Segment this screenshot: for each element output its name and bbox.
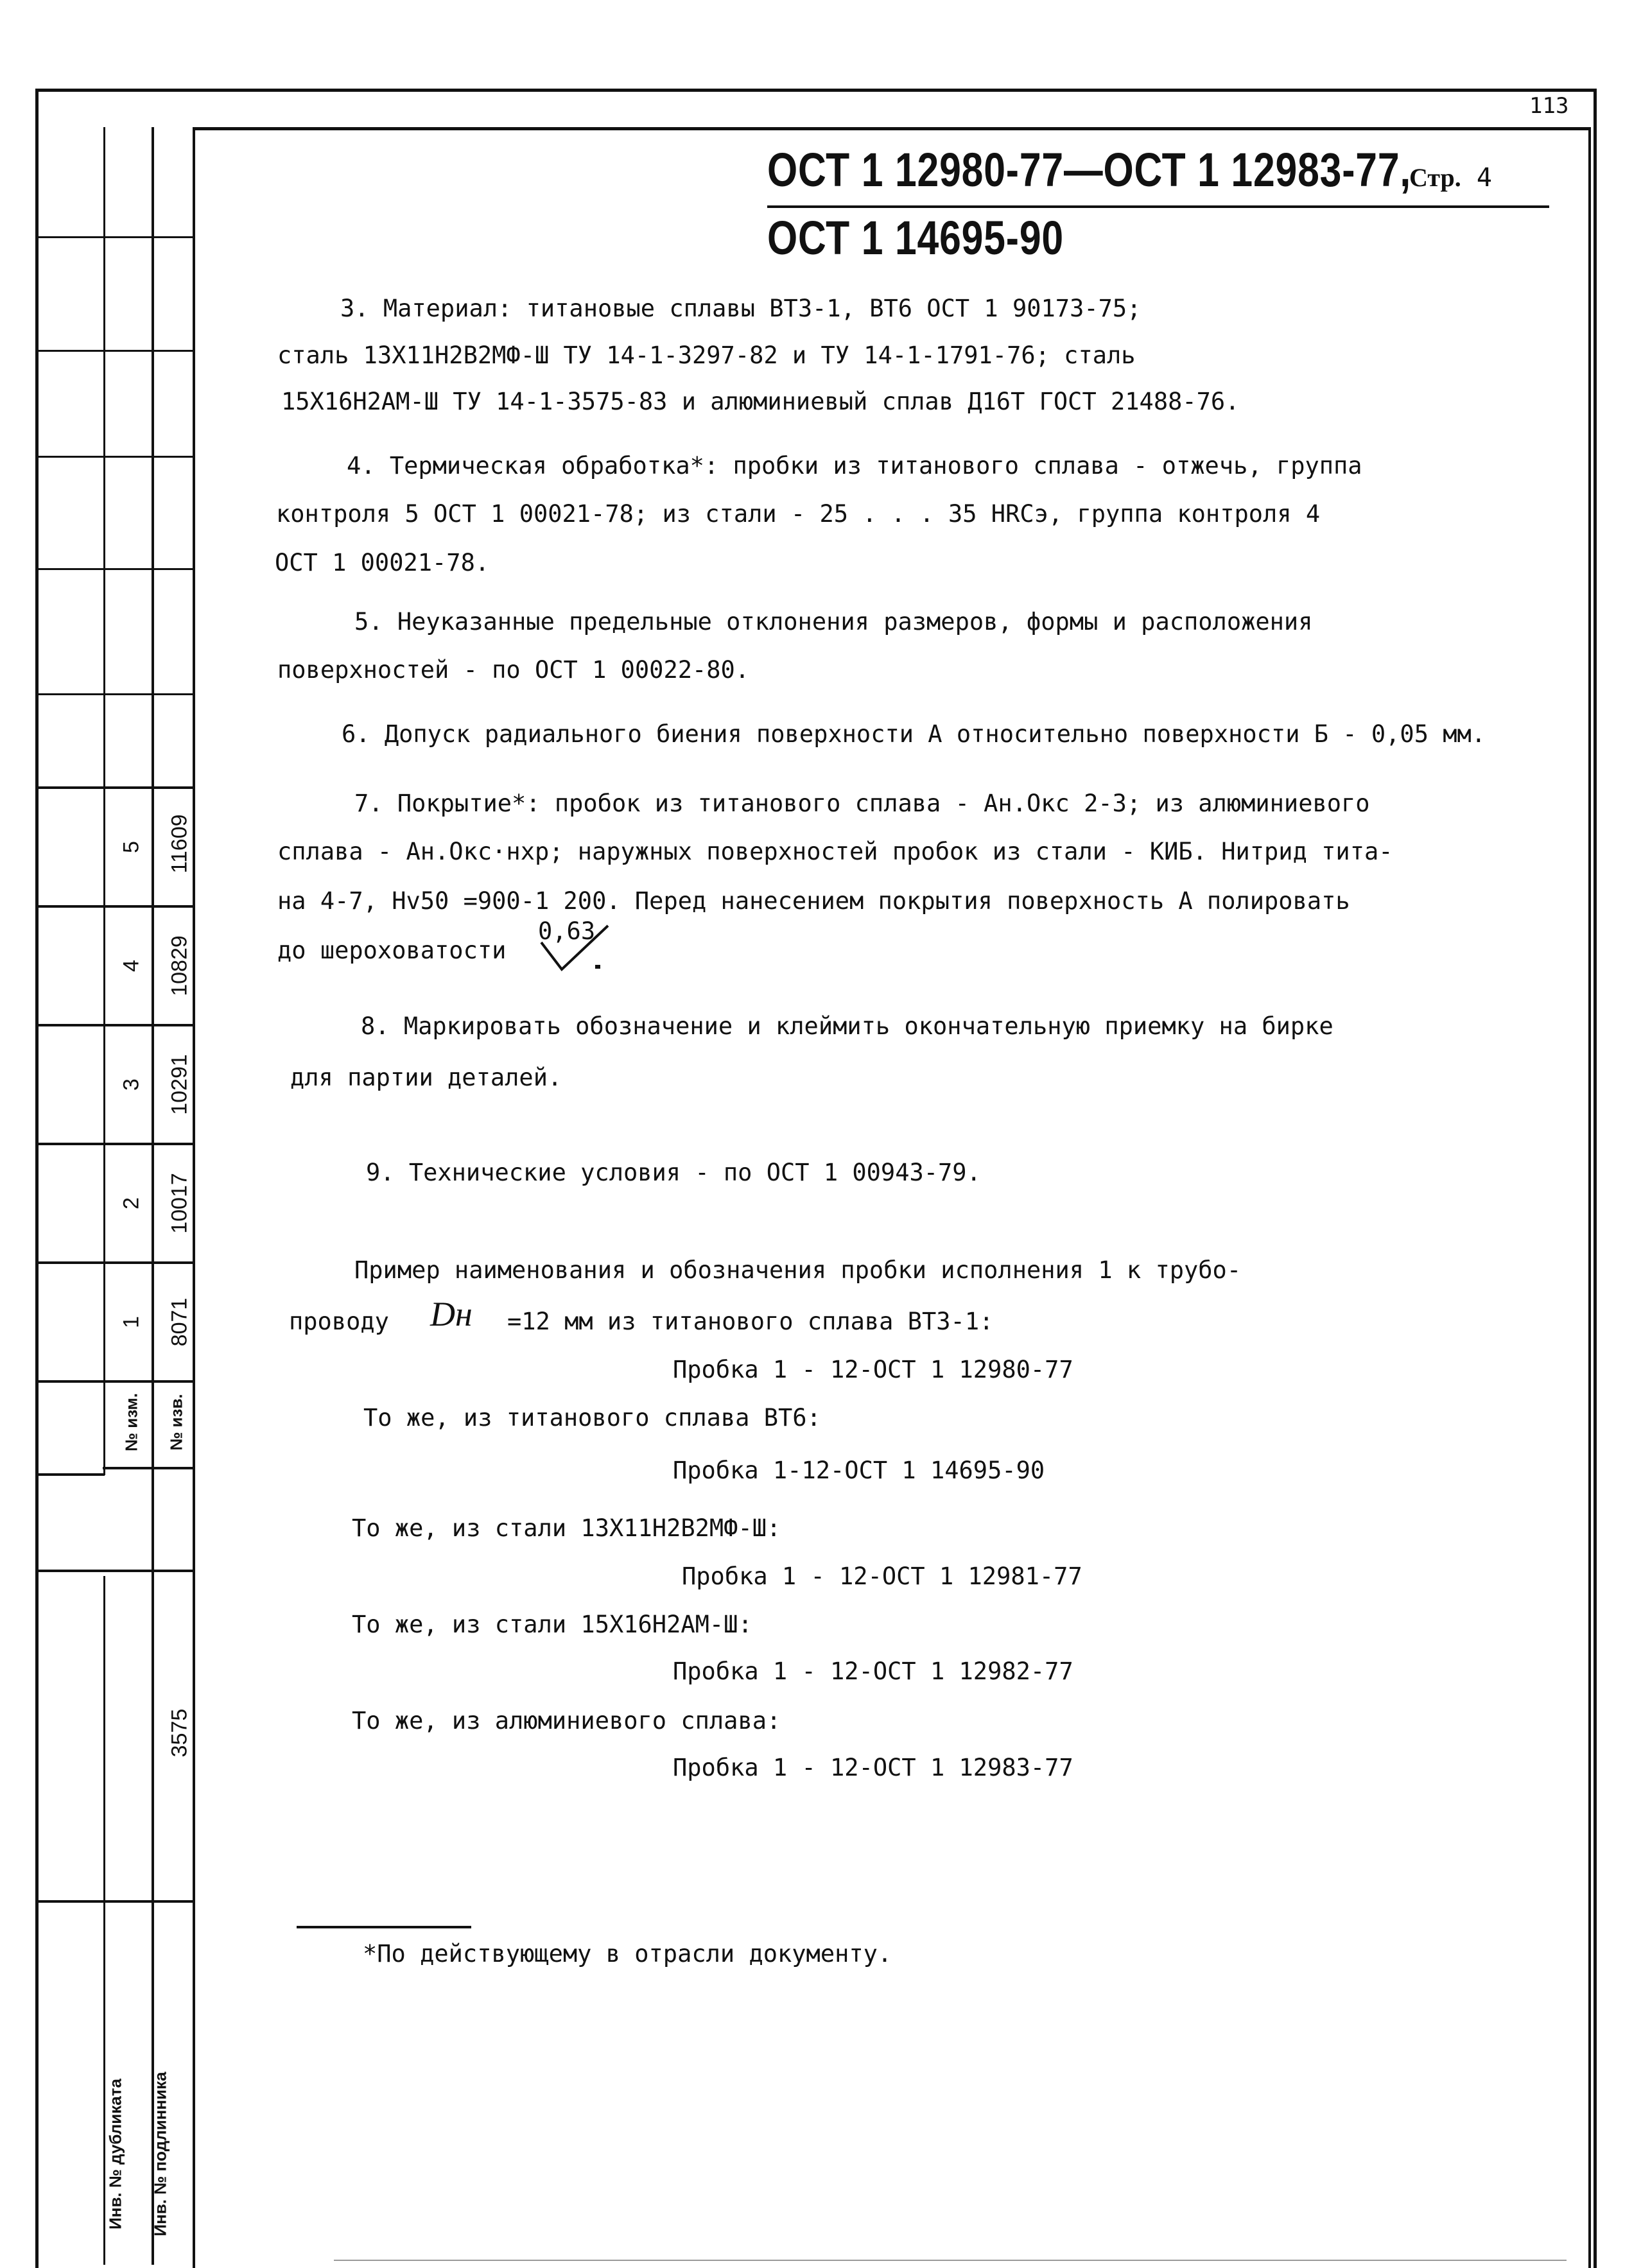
section-7-line2: сплава - Ан.Окс·нхр; наружных поверхностей пробок из стали - КИБ. Нитрид тита- (277, 838, 1393, 865)
notice-number-4: 10829 (167, 935, 192, 996)
original-inventory-label: Инв. № подлинника (150, 2072, 170, 2237)
change-number-4: 4 (119, 960, 144, 972)
example-designation-4: Пробка 1 - 12-ОСТ 1 12982-77 (673, 1658, 1073, 1685)
roughness-value: 0,63 (538, 917, 596, 945)
roughness-check-icon (536, 923, 626, 974)
footnote-text: *По действующему в отрасли документу. (363, 1940, 892, 1968)
example-same-2: То же, из титанового сплава ВТ6: (363, 1404, 821, 1432)
side-column-divider-2 (103, 127, 105, 1475)
example-designation-2: Пробка 1-12-ОСТ 1 14695-90 (673, 1457, 1045, 1484)
diameter-symbol: Dн (430, 1295, 473, 1333)
notice-number-5: 11609 (167, 814, 192, 874)
section-5-line1: 5. Неуказанные предельные отклонения размеров, формы и расположения (354, 608, 1313, 636)
example-designation-3: Пробка 1 - 12-ОСТ 1 12981-77 (682, 1562, 1082, 1590)
section-4-line3: ОСТ 1 00021-78. (275, 549, 490, 576)
notice-number-3: 10291 (167, 1054, 192, 1115)
side-column-divider (152, 127, 154, 2265)
side-row-line (35, 693, 193, 695)
side-row-line (35, 1473, 105, 1476)
page-label-text: Стр. (1409, 163, 1461, 192)
duplicate-inventory-label: Инв. № дубликата (105, 2079, 125, 2229)
standard-title-line2: ОСТ 1 14695-90 (767, 211, 1064, 264)
side-row-line (35, 1024, 193, 1026)
section-3-line1: 3. Материал: титановые сплавы ВТ3-1, ВТ6 ОСТ 1 90173-75; (340, 295, 1142, 322)
side-row-line (103, 1467, 193, 1469)
side-row-line (35, 1900, 193, 1903)
example-same-3: То же, из стали 13Х11Н2В2МФ-Ш: (352, 1514, 781, 1542)
side-row-line (35, 1570, 193, 1572)
change-number-1: 1 (119, 1316, 144, 1328)
notice-number-2: 10017 (167, 1173, 192, 1234)
bottom-edge-line (334, 2260, 1567, 2261)
section-3-line2: сталь 13Х11Н2В2МФ-Ш ТУ 14-1-3297-82 и ТУ 14-1-1791-76; сталь (277, 342, 1136, 369)
example-designation-5: Пробка 1 - 12-ОСТ 1 12983-77 (673, 1754, 1073, 1781)
section-4-line2: контроля 5 ОСТ 1 00021-78; из стали - 25 . . . 35 HRCэ, группа контроля 4 (276, 500, 1321, 528)
footnote-separator (297, 1926, 471, 1928)
section-3-line3: 15Х16Н2АМ-Ш ТУ 14-1-3575-83 и алюминиевый сплав Д16Т ГОСТ 21488-76. (281, 388, 1240, 415)
change-label: № изм. (121, 1393, 141, 1451)
side-row-line (35, 568, 193, 570)
example-intro-line2-b: =12 мм из титанового сплава ВТ3-1: (507, 1308, 994, 1335)
page-label (1409, 162, 1492, 193)
notice-number-1: 8071 (167, 1297, 192, 1347)
side-row-line (35, 1261, 193, 1264)
example-same-5: То же, из алюминиевого сплава: (352, 1707, 781, 1735)
side-row-line (35, 1143, 193, 1145)
standard-title-line1: ОСТ 1 12980-77—ОСТ 1 12983-77, (767, 143, 1412, 196)
section-9-line1: 9. Технические условия - по ОСТ 1 00943-79. (366, 1159, 981, 1186)
page-number: 113 (1529, 93, 1569, 119)
section-5-line2: поверхностей - по ОСТ 1 00022-80. (277, 656, 750, 684)
change-number-5: 5 (119, 841, 144, 853)
change-number-2: 2 (119, 1197, 144, 1209)
section-7-line3: на 4-7, Hv50 =900-1 200. Перед нанесением покрытия поверхность А полировать (277, 887, 1350, 915)
side-row-line (35, 236, 193, 238)
side-row-line (35, 786, 193, 789)
side-row-line (35, 905, 193, 908)
section-6-line1: 6. Допуск радиального биения поверхности А относительно поверхности Б - 0,05 мм. (342, 720, 1486, 748)
title-underline (767, 205, 1549, 208)
example-intro-line2-a: проводу (289, 1308, 389, 1335)
example-designation-1: Пробка 1 - 12-ОСТ 1 12980-77 (673, 1356, 1073, 1383)
example-same-4: То же, из стали 15Х16Н2АМ-Ш: (352, 1611, 752, 1638)
inventory-number: 3575 (167, 1708, 192, 1758)
page-label-value: 4 (1476, 163, 1492, 193)
example-intro-line1: Пример наименования и обозначения пробки исполнения 1 к трубо- (354, 1256, 1242, 1284)
change-number-3: 3 (119, 1078, 144, 1091)
section-8-line1: 8. Маркировать обозначение и клеймить окончательную приемку на бирке (361, 1012, 1333, 1040)
section-7-line4: до шероховатости (277, 937, 507, 964)
side-row-line (35, 456, 193, 458)
section-4-line1: 4. Термическая обработка*: пробки из титанового сплава - отжечь, группа (347, 452, 1362, 480)
section-7-line1: 7. Покрытие*: пробок из титанового сплава - Ан.Окс 2-3; из алюминиевого (354, 790, 1370, 817)
side-row-line (35, 350, 193, 352)
notice-label: № изв. (166, 1394, 186, 1451)
side-row-line (35, 1380, 193, 1383)
section-8-line2: для партии деталей. (290, 1064, 562, 1091)
